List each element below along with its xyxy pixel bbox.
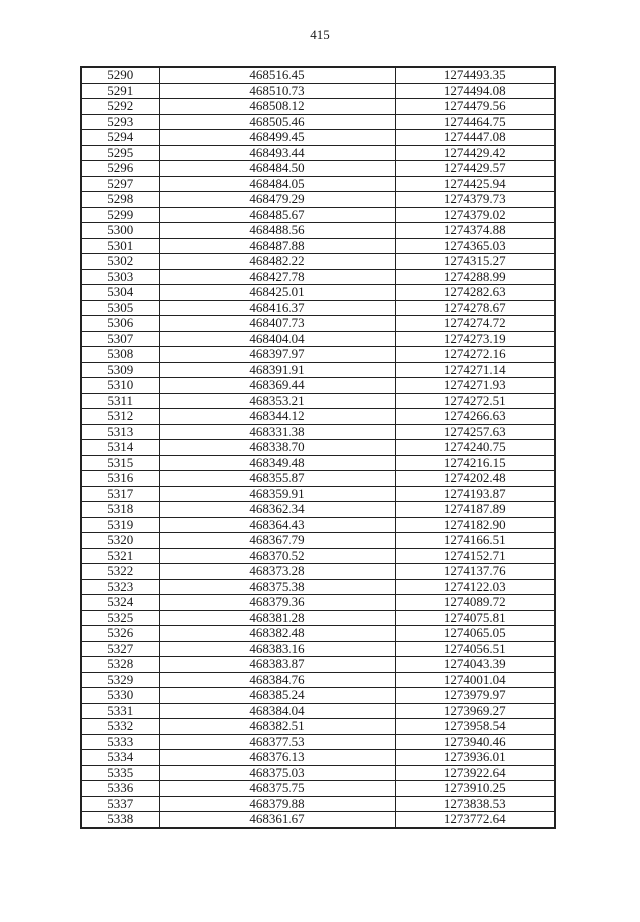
x-coordinate-cell: 468331.38 <box>159 424 395 440</box>
table-row <box>81 781 555 797</box>
y-coordinate-cell: 1274065.05 <box>395 626 555 642</box>
x-coordinate-cell: 468383.16 <box>159 641 395 657</box>
x-coordinate-cell: 468505.46 <box>159 114 395 130</box>
y-coordinate-cell: 1273940.46 <box>395 734 555 750</box>
table-row <box>81 796 555 812</box>
y-coordinate-cell: 1274374.88 <box>395 223 555 239</box>
y-coordinate-cell: 1274187.89 <box>395 502 555 518</box>
point-id-cell: 5297 <box>81 176 159 192</box>
y-coordinate-cell: 1274075.81 <box>395 610 555 626</box>
point-id-cell: 5301 <box>81 238 159 254</box>
table-row <box>81 440 555 456</box>
point-id-cell: 5311 <box>81 393 159 409</box>
table-row <box>81 455 555 471</box>
x-coordinate-cell: 468384.04 <box>159 703 395 719</box>
y-coordinate-cell: 1274137.76 <box>395 564 555 580</box>
y-coordinate-cell: 1274056.51 <box>395 641 555 657</box>
y-coordinate-cell: 1273969.27 <box>395 703 555 719</box>
table-row <box>81 626 555 642</box>
y-coordinate-cell: 1274257.63 <box>395 424 555 440</box>
point-id-cell: 5336 <box>81 781 159 797</box>
y-coordinate-cell: 1273910.25 <box>395 781 555 797</box>
table-row <box>81 83 555 99</box>
table-row <box>81 176 555 192</box>
y-coordinate-cell: 1274315.27 <box>395 254 555 270</box>
point-id-cell: 5307 <box>81 331 159 347</box>
y-coordinate-cell: 1274379.02 <box>395 207 555 223</box>
point-id-cell: 5305 <box>81 300 159 316</box>
point-id-cell: 5294 <box>81 130 159 146</box>
table-row <box>81 502 555 518</box>
point-id-cell: 5334 <box>81 750 159 766</box>
x-coordinate-cell: 468397.97 <box>159 347 395 363</box>
table-row <box>81 548 555 564</box>
y-coordinate-cell: 1273979.97 <box>395 688 555 704</box>
y-coordinate-cell: 1274479.56 <box>395 99 555 115</box>
point-id-cell: 5337 <box>81 796 159 812</box>
table-row <box>81 750 555 766</box>
y-coordinate-cell: 1274240.75 <box>395 440 555 456</box>
table-row <box>81 331 555 347</box>
y-coordinate-cell: 1274266.63 <box>395 409 555 425</box>
y-coordinate-cell: 1274273.19 <box>395 331 555 347</box>
point-id-cell: 5293 <box>81 114 159 130</box>
x-coordinate-cell: 468484.50 <box>159 161 395 177</box>
x-coordinate-cell: 468362.34 <box>159 502 395 518</box>
y-coordinate-cell: 1274272.16 <box>395 347 555 363</box>
point-id-cell: 5322 <box>81 564 159 580</box>
table-row <box>81 300 555 316</box>
y-coordinate-cell: 1274447.08 <box>395 130 555 146</box>
table-row <box>81 409 555 425</box>
y-coordinate-cell: 1274001.04 <box>395 672 555 688</box>
y-coordinate-cell: 1274379.73 <box>395 192 555 208</box>
table-row <box>81 99 555 115</box>
table-row <box>81 145 555 161</box>
table-row <box>81 238 555 254</box>
x-coordinate-cell: 468338.70 <box>159 440 395 456</box>
x-coordinate-cell: 468482.22 <box>159 254 395 270</box>
point-id-cell: 5314 <box>81 440 159 456</box>
table-row <box>81 719 555 735</box>
x-coordinate-cell: 468485.67 <box>159 207 395 223</box>
table-row <box>81 486 555 502</box>
y-coordinate-cell: 1274271.14 <box>395 362 555 378</box>
y-coordinate-cell: 1274216.15 <box>395 455 555 471</box>
table-row <box>81 114 555 130</box>
x-coordinate-cell: 468367.79 <box>159 533 395 549</box>
point-id-cell: 5296 <box>81 161 159 177</box>
x-coordinate-cell: 468516.45 <box>159 67 395 83</box>
y-coordinate-cell: 1274494.08 <box>395 83 555 99</box>
x-coordinate-cell: 468353.21 <box>159 393 395 409</box>
table-row <box>81 161 555 177</box>
x-coordinate-cell: 468384.76 <box>159 672 395 688</box>
x-coordinate-cell: 468379.88 <box>159 796 395 812</box>
x-coordinate-cell: 468510.73 <box>159 83 395 99</box>
x-coordinate-cell: 468355.87 <box>159 471 395 487</box>
point-id-cell: 5312 <box>81 409 159 425</box>
x-coordinate-cell: 468508.12 <box>159 99 395 115</box>
point-id-cell: 5317 <box>81 486 159 502</box>
point-id-cell: 5291 <box>81 83 159 99</box>
x-coordinate-cell: 468361.67 <box>159 812 395 828</box>
x-coordinate-cell: 468349.48 <box>159 455 395 471</box>
table-row <box>81 362 555 378</box>
point-id-cell: 5321 <box>81 548 159 564</box>
x-coordinate-cell: 468484.05 <box>159 176 395 192</box>
x-coordinate-cell: 468381.28 <box>159 610 395 626</box>
y-coordinate-cell: 1274089.72 <box>395 595 555 611</box>
y-coordinate-cell: 1274282.63 <box>395 285 555 301</box>
x-coordinate-cell: 468385.24 <box>159 688 395 704</box>
table-row <box>81 285 555 301</box>
y-coordinate-cell: 1274288.99 <box>395 269 555 285</box>
x-coordinate-cell: 468364.43 <box>159 517 395 533</box>
point-id-cell: 5292 <box>81 99 159 115</box>
table-row <box>81 579 555 595</box>
y-coordinate-cell: 1274425.94 <box>395 176 555 192</box>
y-coordinate-cell: 1274365.03 <box>395 238 555 254</box>
x-coordinate-cell: 468370.52 <box>159 548 395 564</box>
x-coordinate-cell: 468382.48 <box>159 626 395 642</box>
y-coordinate-cell: 1274272.51 <box>395 393 555 409</box>
point-id-cell: 5331 <box>81 703 159 719</box>
x-coordinate-cell: 468487.88 <box>159 238 395 254</box>
x-coordinate-cell: 468383.87 <box>159 657 395 673</box>
table-row <box>81 269 555 285</box>
table-row <box>81 254 555 270</box>
x-coordinate-cell: 468493.44 <box>159 145 395 161</box>
x-coordinate-cell: 468425.01 <box>159 285 395 301</box>
y-coordinate-cell: 1274043.39 <box>395 657 555 673</box>
y-coordinate-cell: 1273838.53 <box>395 796 555 812</box>
x-coordinate-cell: 468344.12 <box>159 409 395 425</box>
y-coordinate-cell: 1274429.57 <box>395 161 555 177</box>
y-coordinate-cell: 1274464.75 <box>395 114 555 130</box>
table-row <box>81 223 555 239</box>
y-coordinate-cell: 1274429.42 <box>395 145 555 161</box>
point-id-cell: 5318 <box>81 502 159 518</box>
point-id-cell: 5319 <box>81 517 159 533</box>
table-row <box>81 641 555 657</box>
table-row <box>81 316 555 332</box>
y-coordinate-cell: 1274193.87 <box>395 486 555 502</box>
y-coordinate-cell: 1274271.93 <box>395 378 555 394</box>
table-row <box>81 672 555 688</box>
x-coordinate-cell: 468499.45 <box>159 130 395 146</box>
point-id-cell: 5310 <box>81 378 159 394</box>
table-row <box>81 657 555 673</box>
y-coordinate-cell: 1274166.51 <box>395 533 555 549</box>
x-coordinate-cell: 468375.38 <box>159 579 395 595</box>
table-row <box>81 471 555 487</box>
point-id-cell: 5295 <box>81 145 159 161</box>
y-coordinate-cell: 1274274.72 <box>395 316 555 332</box>
x-coordinate-cell: 468375.75 <box>159 781 395 797</box>
y-coordinate-cell: 1273922.64 <box>395 765 555 781</box>
table-row <box>81 765 555 781</box>
y-coordinate-cell: 1274182.90 <box>395 517 555 533</box>
x-coordinate-cell: 468377.53 <box>159 734 395 750</box>
x-coordinate-cell: 468376.13 <box>159 750 395 766</box>
x-coordinate-cell: 468373.28 <box>159 564 395 580</box>
point-id-cell: 5306 <box>81 316 159 332</box>
point-id-cell: 5323 <box>81 579 159 595</box>
point-id-cell: 5320 <box>81 533 159 549</box>
table-row <box>81 192 555 208</box>
point-id-cell: 5315 <box>81 455 159 471</box>
point-id-cell: 5300 <box>81 223 159 239</box>
table-row <box>81 564 555 580</box>
table-row <box>81 67 555 83</box>
point-id-cell: 5326 <box>81 626 159 642</box>
x-coordinate-cell: 468479.29 <box>159 192 395 208</box>
page-number: 415 <box>310 27 330 42</box>
x-coordinate-cell: 468379.36 <box>159 595 395 611</box>
point-id-cell: 5330 <box>81 688 159 704</box>
point-id-cell: 5290 <box>81 67 159 83</box>
point-id-cell: 5303 <box>81 269 159 285</box>
table-row <box>81 734 555 750</box>
table-row <box>81 517 555 533</box>
y-coordinate-cell: 1273936.01 <box>395 750 555 766</box>
table-row <box>81 595 555 611</box>
x-coordinate-cell: 468391.91 <box>159 362 395 378</box>
table-row <box>81 703 555 719</box>
x-coordinate-cell: 468427.78 <box>159 269 395 285</box>
y-coordinate-cell: 1274278.67 <box>395 300 555 316</box>
point-id-cell: 5308 <box>81 347 159 363</box>
point-id-cell: 5299 <box>81 207 159 223</box>
point-id-cell: 5328 <box>81 657 159 673</box>
x-coordinate-cell: 468488.56 <box>159 223 395 239</box>
point-id-cell: 5313 <box>81 424 159 440</box>
table-row <box>81 347 555 363</box>
point-id-cell: 5324 <box>81 595 159 611</box>
x-coordinate-cell: 468382.51 <box>159 719 395 735</box>
point-id-cell: 5316 <box>81 471 159 487</box>
point-id-cell: 5327 <box>81 641 159 657</box>
point-id-cell: 5332 <box>81 719 159 735</box>
x-coordinate-cell: 468359.91 <box>159 486 395 502</box>
table-row <box>81 812 555 828</box>
y-coordinate-cell: 1274493.35 <box>395 67 555 83</box>
table-row <box>81 533 555 549</box>
y-coordinate-cell: 1274152.71 <box>395 548 555 564</box>
coordinates-table <box>80 66 556 829</box>
point-id-cell: 5298 <box>81 192 159 208</box>
point-id-cell: 5302 <box>81 254 159 270</box>
point-id-cell: 5325 <box>81 610 159 626</box>
point-id-cell: 5304 <box>81 285 159 301</box>
coordinates-table-body <box>81 67 555 828</box>
point-id-cell: 5333 <box>81 734 159 750</box>
x-coordinate-cell: 468404.04 <box>159 331 395 347</box>
point-id-cell: 5329 <box>81 672 159 688</box>
table-row <box>81 688 555 704</box>
y-coordinate-cell: 1274122.03 <box>395 579 555 595</box>
x-coordinate-cell: 468369.44 <box>159 378 395 394</box>
point-id-cell: 5338 <box>81 812 159 828</box>
table-row <box>81 424 555 440</box>
y-coordinate-cell: 1273772.64 <box>395 812 555 828</box>
x-coordinate-cell: 468407.73 <box>159 316 395 332</box>
table-row <box>81 207 555 223</box>
table-row <box>81 393 555 409</box>
y-coordinate-cell: 1273958.54 <box>395 719 555 735</box>
x-coordinate-cell: 468375.03 <box>159 765 395 781</box>
table-row <box>81 610 555 626</box>
y-coordinate-cell: 1274202.48 <box>395 471 555 487</box>
point-id-cell: 5335 <box>81 765 159 781</box>
table-row <box>81 378 555 394</box>
point-id-cell: 5309 <box>81 362 159 378</box>
x-coordinate-cell: 468416.37 <box>159 300 395 316</box>
table-row <box>81 130 555 146</box>
